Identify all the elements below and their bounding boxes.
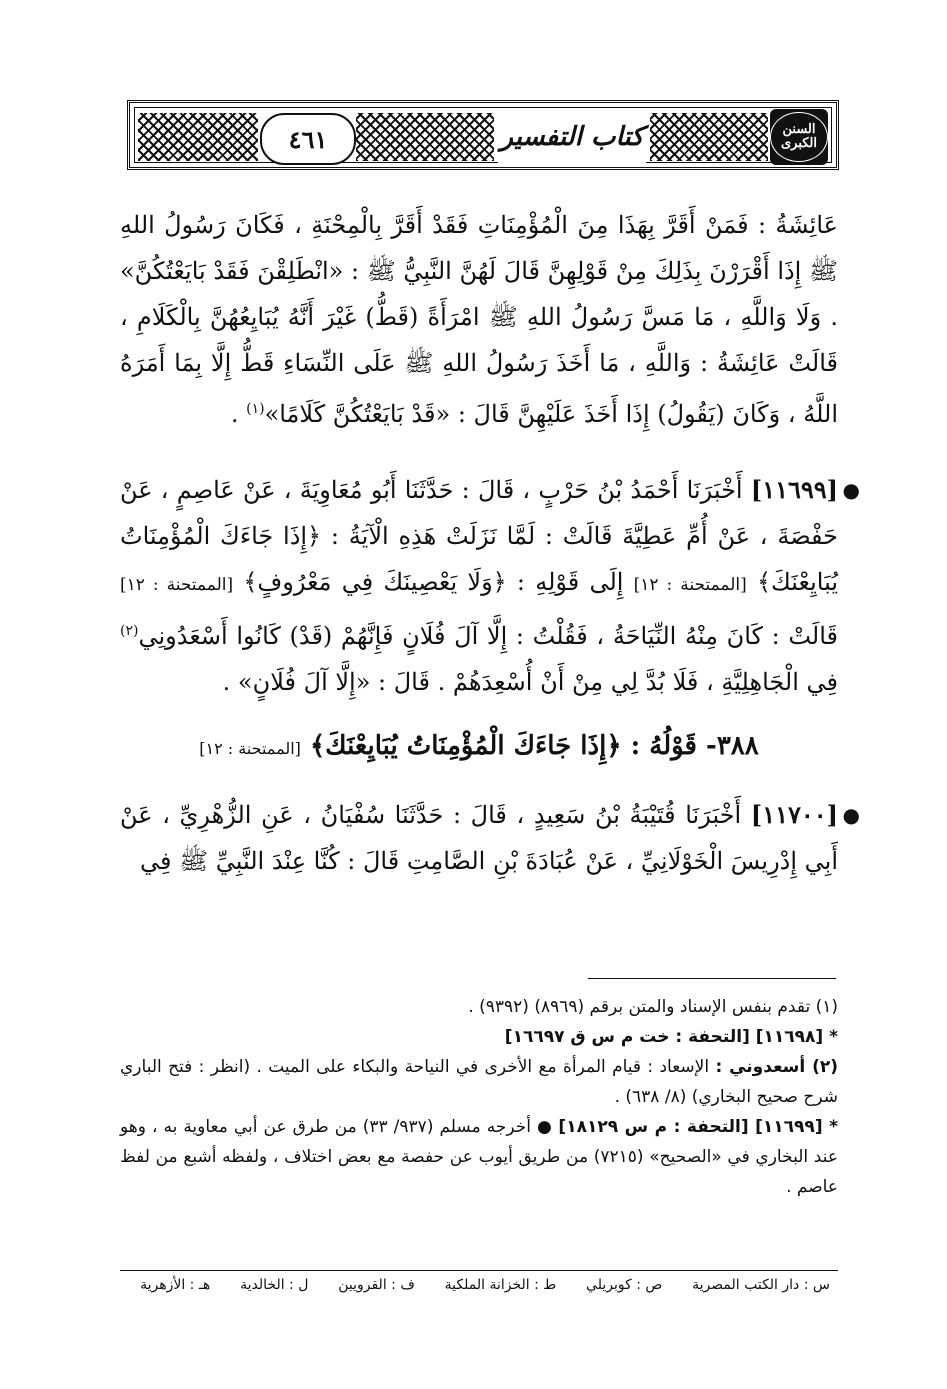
footnote-marker: (١) xyxy=(246,401,265,417)
hadith-text-3: قَالَتْ : كَانَ مِنْهُ النِّيَاحَةُ ، فَقُلْتُ : إِلَّا آلَ فُلَانٍ فَإِنَّهُمْ (قَدْ) كَانُوا أَسْعَدُونِي xyxy=(138,622,838,650)
hadith-text-2: إِلَى قَوْلِهِ : ﴿وَلَا يَعْصِينَكَ فِي مَعْرُوفٍ﴾ xyxy=(243,568,624,596)
footnote-separator xyxy=(588,978,836,979)
abbrev-item: س : دار الكتب المصرية xyxy=(692,1277,830,1293)
footnote-tuhfa-11699 xyxy=(120,1112,838,1202)
hadith-11700 xyxy=(120,792,860,884)
page-number: ٤٦١ xyxy=(260,113,356,165)
header-ornament-left xyxy=(138,113,258,161)
quran-reference: [الممتحنة : ١٢] xyxy=(633,575,747,595)
paragraph-text: عَائِشَةُ : فَمَنْ أَقَرَّ بِهَذَا مِنَ الْمُؤْمِنَاتِ فَقَدْ أَقَرَّ بِالْمِحْنَةِ ، فَكَانَ رَسُولُ اللهِ ﷺ إِذَا أَقْرَرْنَ بِذَلِكَ مِنْ قَوْلِهِنَّ قَالَ لَهُنَّ النَّبِيُّ ﷺ : «انْطَلِقْنَ فَقَدْ بَايَعْتُكُنَّ» . وَلَا وَاللَّهِ ، مَا مَسَّ رَسُولُ اللهِ ﷺ امْرَأَةً (قَطُّ) غَيْرَ أَنَّهُ يُبَايِعُهُنَّ بِالْكَلَامِ ، قَالَتْ عَائِشَةُ : وَاللَّهِ ، مَا أَخَذَ رَسُولُ اللهِ ﷺ عَلَى النِّسَاءِ قَطُّ إِلَّا بِمَا أَمَرَهُ اللَّهُ ، وَكَانَ (يَقُولُ) إِذَا أَخَذَ عَلَيْهِنَّ قَالَ : «قَدْ بَايَعْتُكُنَّ كَلَامًا» xyxy=(120,211,838,428)
footnote-2 xyxy=(120,1052,838,1112)
bottom-separator xyxy=(120,1270,838,1271)
footnote-tuhfa-11698: * [١١٦٩٨] [التحفة : خت م س ق ١٦٦٩٧] xyxy=(504,1027,838,1047)
hadith-11699 xyxy=(120,467,860,705)
footnote-1: (١) تقدم بنفس الإسناد والمتن برقم (٨٩٦٩) (٩٣٩٢) . xyxy=(468,997,838,1017)
manuscript-abbreviations xyxy=(140,1274,830,1296)
paragraph-end: . xyxy=(230,400,247,428)
abbrev-item: هـ : الأزهرية xyxy=(140,1277,211,1293)
book-logo-icon xyxy=(770,109,828,165)
quran-reference-2: [الممتحنة : ١٢] xyxy=(120,575,234,595)
hadith-number: [١١٦٩٩] xyxy=(750,475,838,504)
hadith-text-4: فِي الْجَاهِلِيَّةِ ، فَلَا بُدَّ لِي مِنْ أَنْ أُسْعِدَهُمْ . قَالَ : «إِلَّا آلَ فُلَانٍ» . xyxy=(222,668,838,696)
book-title: كتاب التفسير xyxy=(498,111,646,163)
bullet-icon-2: ● xyxy=(842,803,860,827)
footnote-2-label: (٢) أسعدوني : xyxy=(715,1057,839,1077)
page-header xyxy=(127,100,839,170)
hadith-text: أَخْبَرَنَا أَحْمَدُ بْنُ حَرْبٍ ، قَالَ : حَدَّثَنَا أَبُو مُعَاوِيَةَ ، عَنْ عَاصِمٍ ، عَنْ حَفْصَةَ ، عَنْ أُمِّ عَطِيَّةَ قَالَتْ : لَمَّا نَزَلَتْ هَذِهِ الْآيَةُ : ﴿إِذَا جَاءَكَ الْمُؤْمِنَاتُ يُبَايِعْنَكَ﴾ xyxy=(120,476,838,596)
section-quran-reference: [الممتحنة : ١٢] xyxy=(199,739,301,758)
footnote-marker-2: (٢) xyxy=(120,623,139,639)
section-title: ٣٨٨- قَوْلُهُ : ﴿إِذَا جَاءَكَ الْمُؤْمِنَاتُ يُبَايِعْنَكَ﴾ xyxy=(309,731,759,761)
footnote-tuhfa-label: * [١١٦٩٩] [التحفة : م س ١٨١٢٩] xyxy=(558,1117,838,1137)
footnote-2-text: الإسعاد : قيام المرأة مع الأخرى في النياحة والبكاء على الميت . (انظر : فتح الباري شرح صحيح البخاري) (٨/ ٦٣٨) . xyxy=(120,1057,838,1107)
footnotes xyxy=(120,992,838,1202)
header-ornament-middle-left xyxy=(356,113,494,161)
hadith-number-2: [١١٧٠٠] xyxy=(750,800,838,829)
main-text xyxy=(120,202,860,902)
abbrev-item: ف : القرويين xyxy=(338,1277,415,1293)
footnote-tuhfa-text: ● أخرجه مسلم (٩٣٧/ ٣٣) من طرق عن أبي معاوية به ، وهو عند البخاري في «الصحيح» (٧٢١٥) من طريق أيوب عن حفصة مع بعض اختلاف ، ولفظه أشبع من لفظ عاصم . xyxy=(120,1117,838,1197)
section-heading xyxy=(120,723,838,772)
logo-text: السنن الكبرى xyxy=(770,112,828,163)
abbrev-item: ل : الخالدية xyxy=(240,1277,309,1293)
abbrev-item: ط : الخزانة الملكية xyxy=(444,1277,557,1293)
abbrev-item: ص : كوبريلي xyxy=(586,1277,663,1293)
hadith-text-5: أَخْبَرَنَا قُتَيْبَةُ بْنُ سَعِيدٍ ، قَالَ : حَدَّثَنَا سُفْيَانُ ، عَنِ الزُّهْرِيِّ ، عَنْ أَبِي إِدْرِيسَ الْخَوْلَانِيِّ ، عَنْ عُبَادَةَ بْنِ الصَّامِتِ قَالَ : كُنَّا عِنْدَ النَّبِيِّ ﷺ فِي xyxy=(120,801,838,875)
bullet-icon: ● xyxy=(842,478,860,502)
header-ornament-right xyxy=(650,113,768,161)
paragraph-continuation xyxy=(120,202,838,437)
